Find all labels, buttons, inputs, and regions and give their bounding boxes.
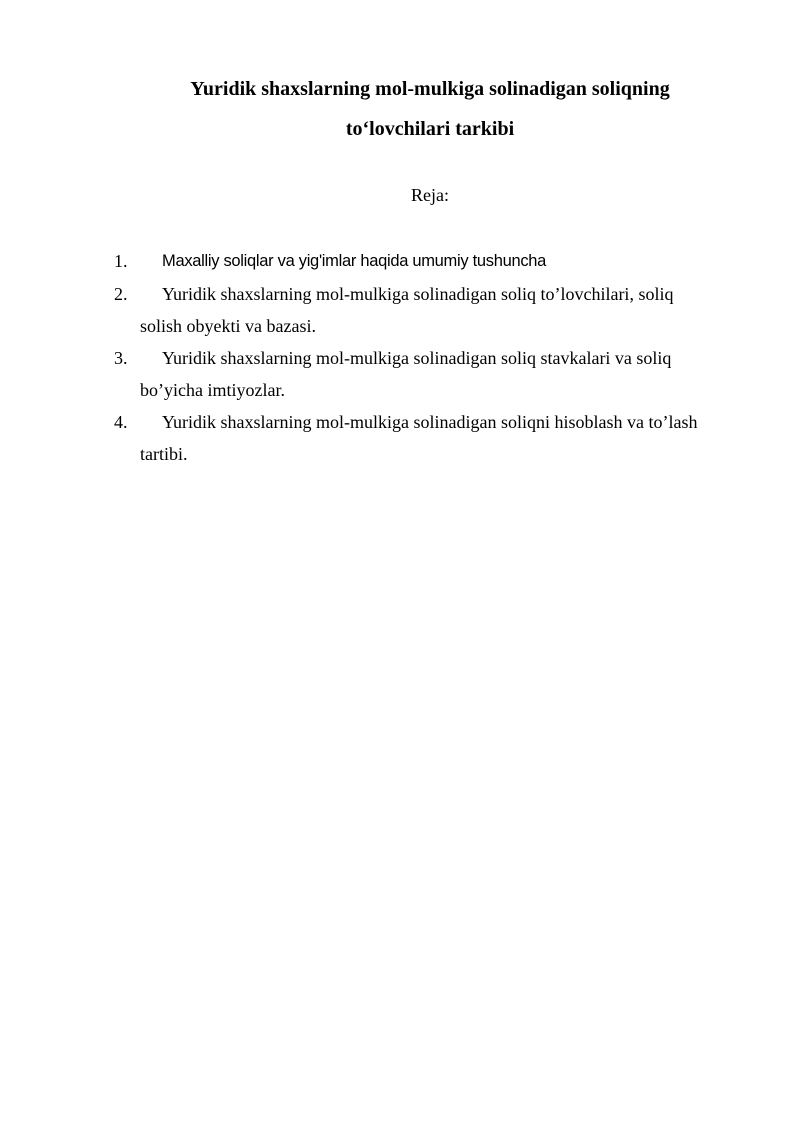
plan-item-text-continued: tartibi. <box>140 444 188 464</box>
plan-item-text: Yuridik shaxslarning mol-mulkiga solinadigan soliq to’lovchilari, soliq <box>162 284 674 304</box>
plan-item-text: Yuridik shaxslarning mol-mulkiga solinadigan soliq stavkalari va soliq <box>162 348 672 368</box>
plan-item-text: Yuridik shaxslarning mol-mulkiga solinadigan soliqni hisoblash va to’lash <box>162 412 698 432</box>
plan-item-text-continued: bo’yicha imtiyozlar. <box>140 380 285 400</box>
document-title-line-2: to‘lovchilari tarkibi <box>345 118 515 140</box>
plan-heading: Reja: <box>411 185 449 205</box>
plan-item-number: 1. <box>114 251 128 271</box>
plan-item-number: 4. <box>114 412 128 432</box>
plan-item-number: 2. <box>114 284 128 304</box>
plan-item-text-continued: solish obyekti va bazasi. <box>140 316 316 336</box>
plan-item-text: Maxalliy soliqlar va yig'imlar haqida umumiy tushuncha <box>162 252 547 270</box>
document-title-line-1: Yuridik shaxslarning mol-mulkiga solinadigan soliqning <box>190 78 670 100</box>
plan-item-number: 3. <box>114 348 128 368</box>
